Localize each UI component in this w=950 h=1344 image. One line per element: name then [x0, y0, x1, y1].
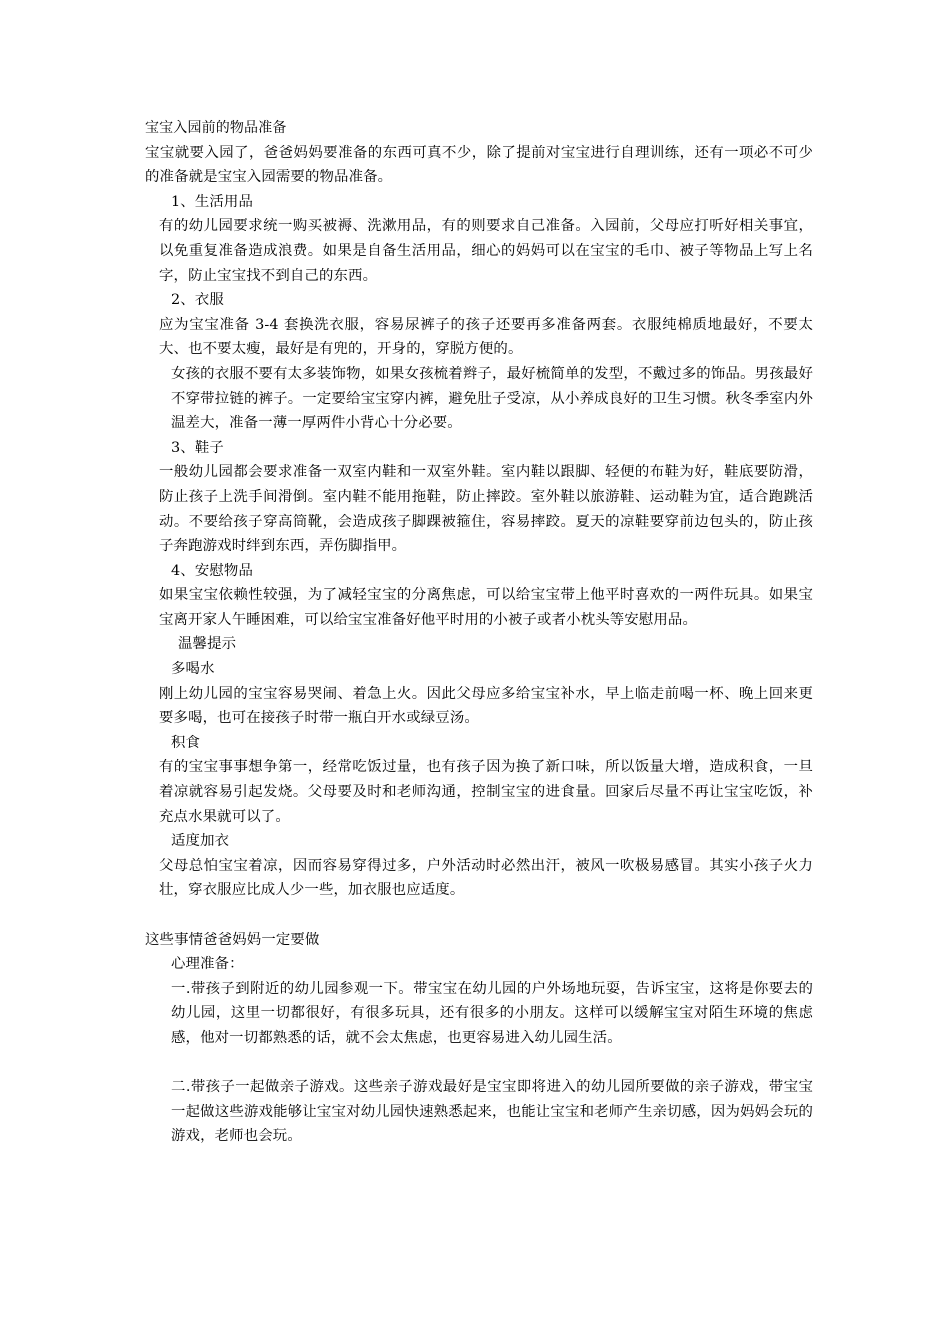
tip-paragraph-clothing: 父母总怕宝宝着凉，因而容易穿得过多，户外活动时必然出汗，被风一吹极易感冒。其实小孩子火力壮，穿衣服应比成人少一些，加衣服也应适度。 [159, 857, 813, 899]
tips-heading: 温馨提示 [178, 636, 237, 653]
document-page [145, 116, 813, 1149]
tip-heading-water: 多喝水 [171, 661, 215, 678]
psych-paragraph-2: 二.带孩子一起做亲子游戏。这些亲子游戏最好是宝宝即将进入的幼儿园所要做的亲子游戏，带宝宝一起做这些游戏能够让宝宝对幼儿园快速熟悉起来，也能让宝宝和老师产生亲切感，因为妈妈会玩的游戏，老师也会玩。 [171, 1079, 813, 1145]
section-heading-shoes: 3、鞋子 [171, 439, 224, 456]
blank-line [145, 903, 813, 928]
tip-heading-indigestion: 积食 [171, 734, 201, 751]
psych-heading: 心理准备： [171, 956, 244, 973]
doc-title: 宝宝入园前的物品准备 [145, 120, 287, 136]
section-heading-living: 1、生活用品 [171, 193, 254, 210]
tip-heading-clothing: 适度加衣 [171, 833, 230, 850]
clothes-paragraph-1: 应为宝宝准备 3-4 套换洗衣服，容易尿裤子的孩子还要再多准备两套。衣服纯棉质地最好，不要太大、也不要太瘦，最好是有兜的，开身的，穿脱方便的。 [159, 316, 813, 358]
living-paragraph: 有的幼儿园要求统一购买被褥、洗漱用品，有的则要求自己准备。入园前，父母应打听好相关事宜，以免重复准备造成浪费。如果是自备生活用品，细心的妈妈可以在宝宝的毛巾、被子等物品上写上名字，防止宝宝找不到自己的东西。 [159, 218, 813, 284]
tip-paragraph-water: 刚上幼儿园的宝宝容易哭闹、着急上火。因此父母应多给宝宝补水，早上临走前喝一杯、晚上回来更要多喝，也可在接孩子时带一瓶白开水或绿豆汤。 [159, 685, 813, 727]
shoes-paragraph: 一般幼儿园都会要求准备一双室内鞋和一双室外鞋。室内鞋以跟脚、轻便的布鞋为好，鞋底要防滑，防止孩子上洗手间滑倒。室内鞋不能用拖鞋，防止摔跤。室外鞋以旅游鞋、运动鞋为宜，适合跑跳活动。不要给孩子穿高筒靴，会造成孩子脚踝被箍住，容易摔跤。夏天的凉鞋要穿前边包头的，防止孩子奔跑游戏时绊到东西，弄伤脚指甲。 [159, 464, 813, 555]
section-heading-comfort: 4、安慰物品 [171, 562, 254, 579]
intro-paragraph: 宝宝就要入园了，爸爸妈妈要准备的东西可真不少，除了提前对宝宝进行自理训练，还有一项必不可少的准备就是宝宝入园需要的物品准备。 [145, 144, 813, 186]
psych-paragraph-1: 一.带孩子到附近的幼儿园参观一下。带宝宝在幼儿园的户外场地玩耍，告诉宝宝，这将是你要去的幼儿园，这里一切都很好，有很多玩具，还有很多的小朋友。这样可以缓解宝宝对陌生环境的焦虑感，他对一切都熟悉的话，就不会太焦虑，也更容易进入幼儿园生活。 [171, 980, 813, 1046]
clothes-paragraph-2: 女孩的衣服不要有太多装饰物，如果女孩梳着辫子，最好梳简单的发型，不戴过多的饰品。男孩最好不穿带拉链的裤子。一定要给宝宝穿内裤，避免肚子受凉，从小养成良好的卫生习惯。秋冬季室内外温差大，准备一薄一厚两件小背心十分必要。 [171, 365, 813, 432]
tip-paragraph-indigestion: 有的宝宝事事想争第一，经常吃饭过量，也有孩子因为换了新口味，所以饭量大增，造成积食，一旦着凉就容易引起发烧。父母要及时和老师沟通，控制宝宝的进食量。回家后尽量不再让宝宝吃饭，补充点水果就可以了。 [159, 759, 813, 825]
comfort-paragraph: 如果宝宝依赖性较强，为了减轻宝宝的分离焦虑，可以给宝宝带上他平时喜欢的一两件玩具。如果宝宝离开家人午睡困难，可以给宝宝准备好他平时用的小被子或者小枕头等安慰用品。 [159, 587, 813, 628]
section-heading-clothes: 2、衣服 [171, 292, 224, 309]
part2-title: 这些事情爸爸妈妈一定要做 [145, 931, 320, 948]
blank-line [145, 1051, 813, 1076]
